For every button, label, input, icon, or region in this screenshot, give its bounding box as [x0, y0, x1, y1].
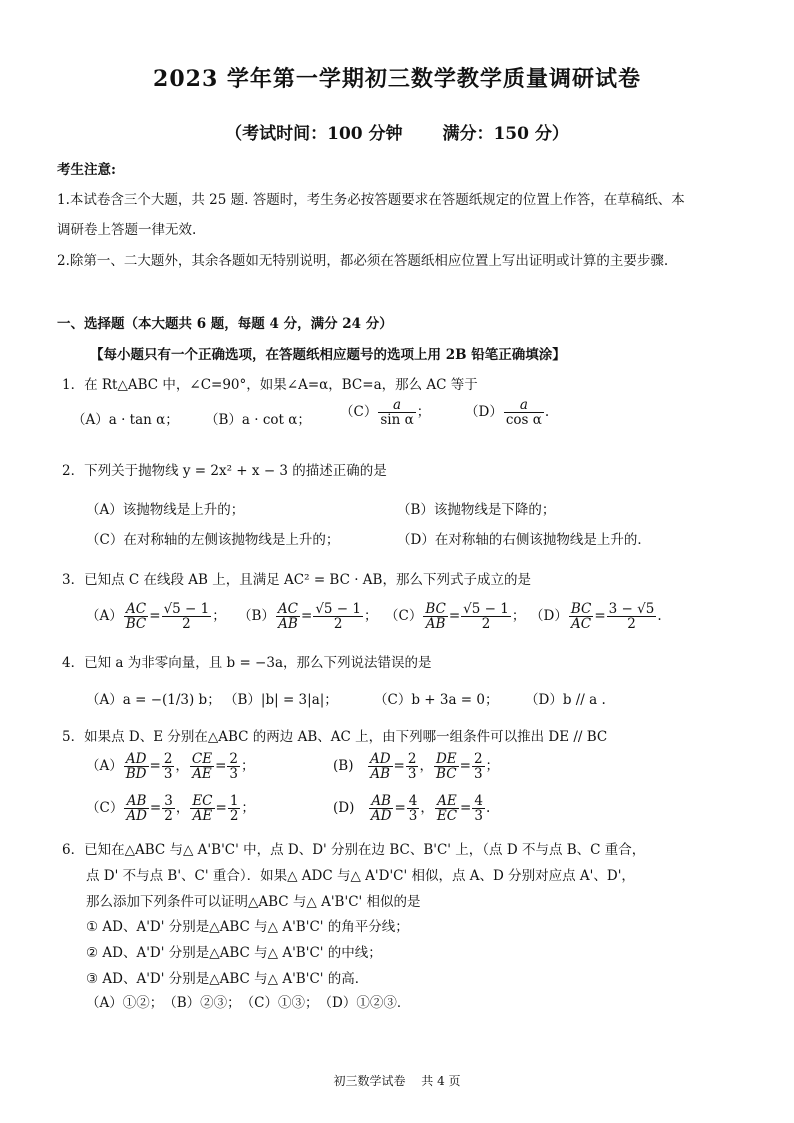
- q2-option-a: （A）该抛物线是上升的；: [86, 502, 245, 518]
- q1-option-d: （D） $\frac{a}{\text{cos α}}$ .: [465, 397, 550, 429]
- q3-option-b: （B） $\frac{AC}{AB}$ = $\frac{√5 - 1}{2}$ ；: [238, 601, 378, 633]
- q6-options: （A）①②； （B）②③； （C）①③； （D）①②③．: [86, 995, 411, 1011]
- q1-option-c: （C） $\frac{a}{\text{sin α}}$ ；: [340, 397, 431, 429]
- q4-option-a: （A）a = −(1/3) b；: [86, 692, 221, 708]
- q5-option-a: （A） $\frac{AD}{BD}$ = $\frac{2}{3}$ ， $\frac{CE}{AE}$ = $\frac{2}{3}$ ；: [86, 751, 255, 783]
- q2-option-d: （D）在对称轴的右侧该抛物线是上升的．: [397, 532, 651, 548]
- notice-item-1-cont: 调研卷上答题一律无效.: [57, 222, 197, 238]
- exam-info: （考试时间：100 分钟 满分：150 分）: [225, 124, 569, 144]
- question-5-stem: 5．如果点 D、E 分别在△ABC 的两边 AB、AC 上，由下列哪一组条件可以推出 DE // BC: [62, 729, 608, 745]
- q6-condition-1: ① AD、A'D' 分别是△ABC 与△ A'B'C' 的角平分线；: [86, 919, 409, 935]
- q1-option-a: （A）a · tan α；: [72, 412, 179, 428]
- question-4-stem: 4．已知 a 为非零向量，且 b = −3a，那么下列说法错误的是: [62, 655, 432, 671]
- q3-option-d: （D） $\frac{BC}{AC}$ = $\frac{3 - √5}{2}$ .: [530, 601, 662, 633]
- q4-option-c: （C）b + 3a = 0；: [374, 692, 499, 708]
- question-3-stem: 3．已知点 C 在线段 AB 上，且满足 AC² = BC · AB，那么下列式子成立的是: [62, 572, 531, 588]
- question-6-stem-3: 那么添加下列条件可以证明△ABC 与△ A'B'C' 相似的是: [86, 894, 421, 910]
- q3-option-c: （C） $\frac{BC}{AB}$ = $\frac{√5 - 1}{2}$ ；: [385, 601, 526, 633]
- section-heading: 一、选择题（本大题共 6 题，每题 4 分，满分 24 分）: [57, 316, 393, 332]
- page-title: 2023 学年第一学期初三数学教学质量调研试卷: [153, 66, 641, 92]
- q6-condition-3: ③ AD、A'D' 分别是△ABC 与△ A'B'C' 的高．: [86, 971, 369, 987]
- q4-option-d: （D）b // a .: [525, 692, 606, 708]
- q5-option-c: （C） $\frac{AB}{AD}$ = $\frac{3}{2}$ ， $\frac{EC}{AE}$ = $\frac{1}{2}$ ；: [86, 793, 255, 825]
- notice-item-2: 2.除第一、二大题外，其余各题如无特别说明，都必须在答题纸相应位置上写出证明或计算的主要步骤.: [57, 253, 669, 269]
- page-footer: 初三数学试卷 共 4 页: [333, 1074, 461, 1088]
- q4-option-b: （B）|b| = 3|a|；: [224, 692, 338, 708]
- question-1-stem: 1．在 Rt△ABC 中，∠C=90°，如果∠A=α，BC=a，那么 AC 等于: [62, 377, 478, 393]
- q5-option-b: (B) $\frac{AD}{AB}$ = $\frac{2}{3}$ ， $\frac{DE}{BC}$ = $\frac{2}{3}$ ；: [333, 751, 500, 783]
- q3-option-a: （A） $\frac{AC}{BC}$ = $\frac{√5 - 1}{2}$ ；: [86, 601, 226, 633]
- question-6-stem-2: 点 D' 不与点 B'、C' 重合）．如果△ ADC 与△ A'D'C' 相似，点 A、D 分别对应点 A'、D'，: [86, 868, 635, 884]
- section-instruction: 【每小题只有一个正确选项，在答题纸相应题号的选项上用 2B 铅笔正确填涂】: [90, 347, 566, 363]
- q2-option-b: （B）该抛物线是下降的；: [397, 502, 556, 518]
- q6-condition-2: ② AD、A'D' 分别是△ABC 与△ A'B'C' 的中线；: [86, 945, 382, 961]
- q5-option-d: (D) $\frac{AB}{AD}$ = $\frac{4}{3}$ ， $\frac{AE}{EC}$ = $\frac{4}{3}$ .: [333, 793, 491, 825]
- notice-item-1: 1.本试卷含三个大题，共 25 题. 答题时，考生务必按答题要求在答题纸规定的位置上作答，在草稿纸、本: [57, 192, 685, 208]
- q2-option-c: （C）在对称轴的左侧该抛物线是上升的；: [86, 532, 340, 548]
- q1-option-b: （B）a · cot α；: [205, 412, 311, 428]
- question-6-stem: 6．已知在△ABC 与△ A'B'C' 中，点 D、D' 分别在边 BC、B'C' 上，（点 D 不与点 B、C 重合，: [62, 842, 646, 858]
- notice-heading: 考生注意:: [57, 162, 116, 178]
- question-2-stem: 2．下列关于抛物线 y = 2x² + x − 3 的描述正确的是: [62, 463, 387, 479]
